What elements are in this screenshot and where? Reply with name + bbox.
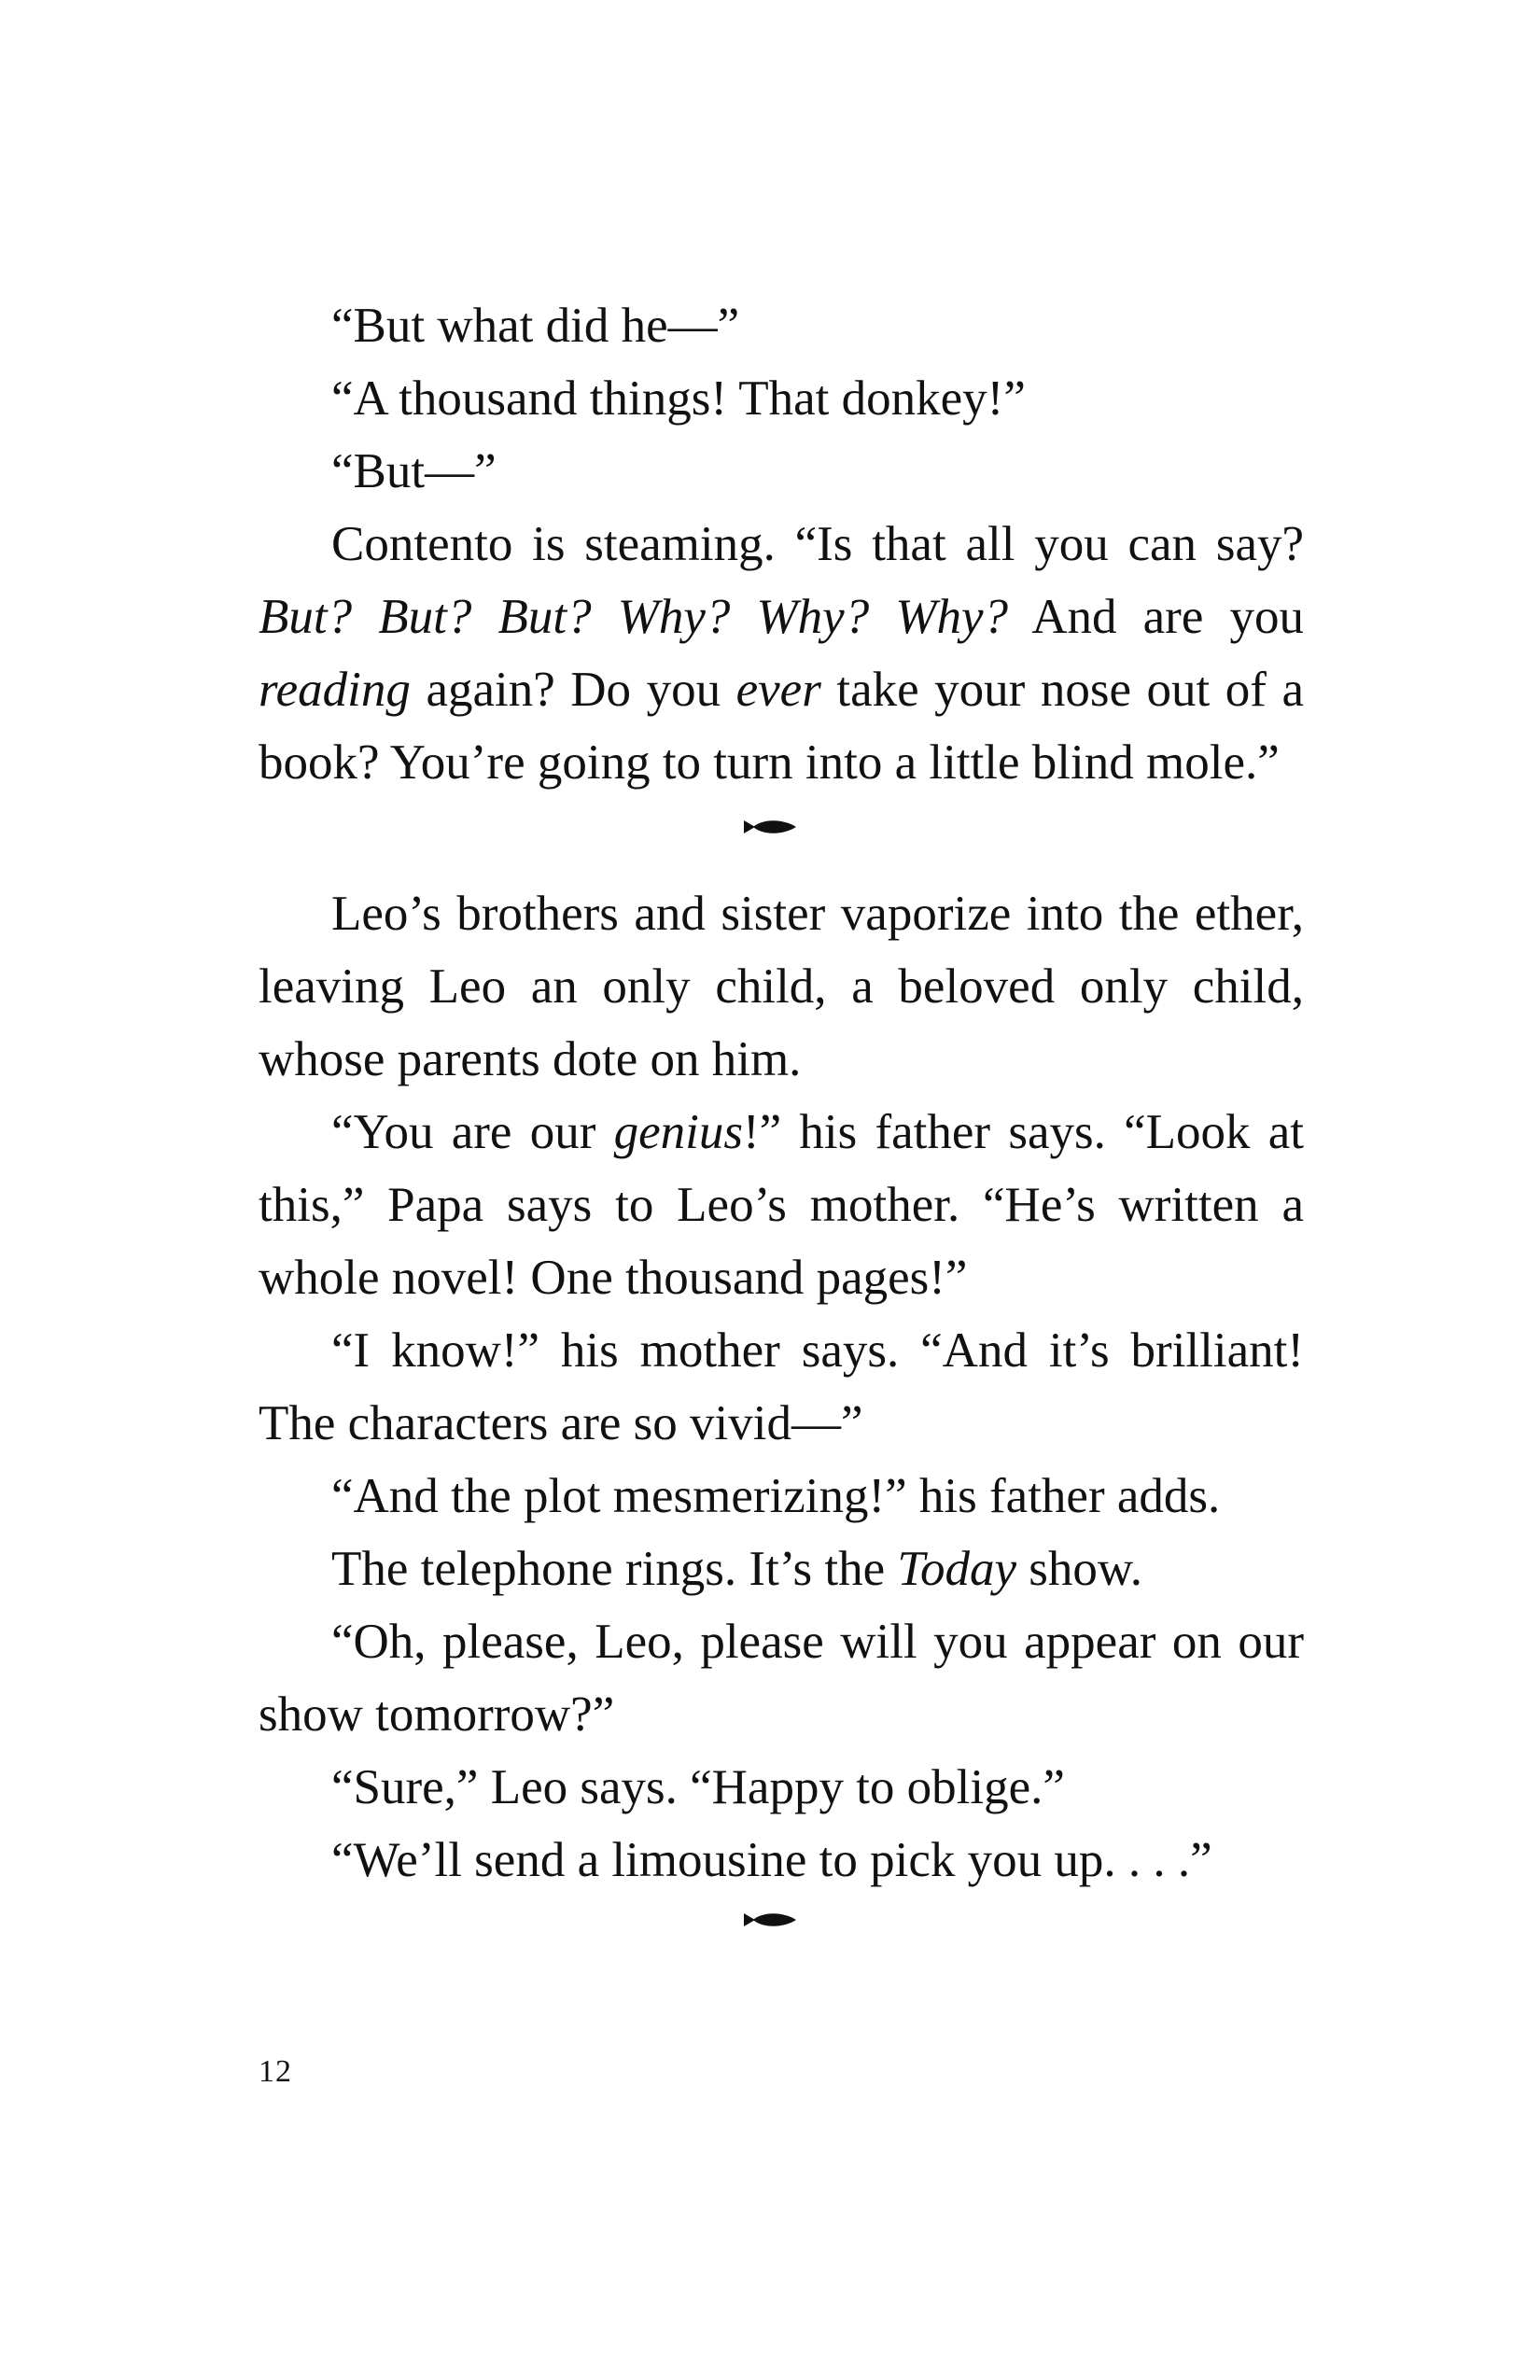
- text-run: Contento is steaming. “Is that all you can say?: [331, 517, 1304, 571]
- paragraph: “And the plot mesmerizing!” his father adds.: [331, 1469, 1221, 1523]
- italic-run: ever: [735, 663, 821, 717]
- italic-run: But? But? But? Why? Why? Why?: [259, 590, 1009, 644]
- paragraph: “But what did he—”: [331, 299, 740, 353]
- text-run: take your nose out of a book? You’re going to turn into a little blind mole.”: [259, 663, 1304, 790]
- paragraph: “Sure,” Leo says. “Happy to oblige.”: [331, 1760, 1065, 1814]
- fish-ornament-icon: [742, 1911, 798, 1929]
- text-run: And are you: [1008, 590, 1304, 644]
- paragraph: “Oh, please, Leo, please will you appear on our show tomorrow?”: [259, 1615, 1304, 1742]
- italic-run: Today: [897, 1542, 1017, 1596]
- page-number: 12: [259, 2054, 292, 2089]
- text-run: “You are our: [331, 1105, 614, 1159]
- section-one: [259, 289, 1304, 799]
- fish-ornament-icon: [742, 818, 798, 836]
- paragraph: [259, 508, 1304, 799]
- text-run: again? Do you: [410, 663, 736, 717]
- text-run: !” his father says. “Look at this,” Papa says to Leo’s mother. “He’s written a whole novel! One thousand pages!”: [259, 1105, 1304, 1305]
- paragraph: “I know!” his mother says. “And it’s brilliant! The characters are so vivid—”: [259, 1323, 1304, 1450]
- paragraph: [259, 1533, 1304, 1605]
- paragraph: “But—”: [331, 444, 497, 498]
- text-run: show.: [1016, 1542, 1143, 1596]
- section-two: [259, 877, 1304, 1897]
- italic-run: genius: [613, 1105, 743, 1159]
- italic-run: reading: [259, 663, 411, 717]
- paragraph: “We’ll send a limousine to pick you up. . . .”: [331, 1833, 1212, 1887]
- paragraph: [259, 1096, 1304, 1314]
- paragraph: “A thousand things! That donkey!”: [331, 371, 1026, 426]
- text-run: The telephone rings. It’s the: [331, 1542, 898, 1596]
- paragraph: Leo’s brothers and sister vaporize into the ether, leaving Leo an only child, a beloved only child, whose parents dote on him.: [259, 887, 1304, 1086]
